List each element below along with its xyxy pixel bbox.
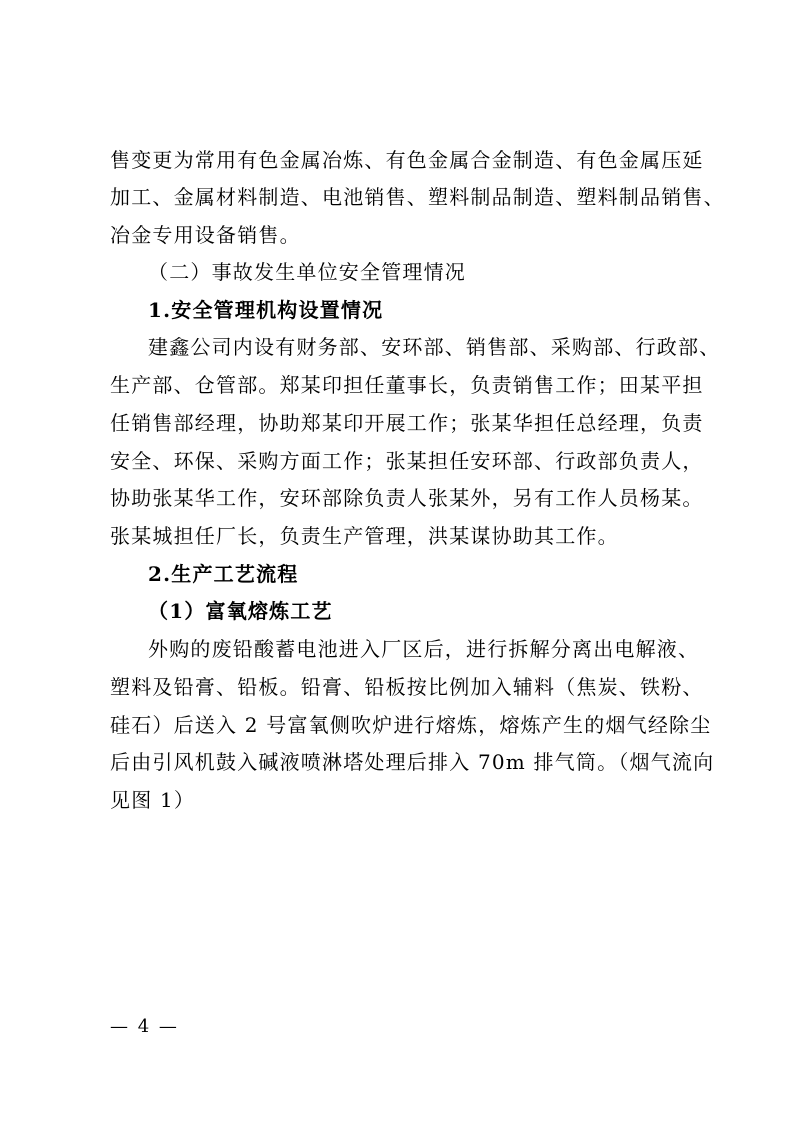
paragraph-line: 安全、环保、采购方面工作；张某担任安环部、行政部负责人， — [110, 449, 704, 473]
subsection-heading: 1.安全管理机构设置情况 — [148, 298, 384, 322]
paragraph-line: 硅石）后送入 2 号富氧侧吹炉进行熔炼，熔炼产生的烟气经除尘 — [110, 713, 712, 737]
paragraph-line: 张某城担任厂长，负责生产管理，洪某谋协助其工作。 — [110, 524, 619, 548]
paragraph-line: 见图 1） — [110, 788, 196, 812]
subsection-heading: 2.生产工艺流程 — [148, 562, 299, 586]
paragraph-line: 加工、金属材料制造、电池销售、塑料制品制造、塑料制品销售、 — [110, 185, 725, 209]
paragraph-line: 任销售部经理，协助郑某印开展工作；张某华担任总经理，负责 — [110, 411, 704, 435]
paragraph-line: 外购的废铅酸蓄电池进入厂区后，进行拆解分离出电解液、 — [148, 637, 700, 661]
subsection-heading: （1）富氧熔炼工艺 — [148, 599, 333, 623]
paragraph-line: 售变更为常用有色金属冶炼、有色金属合金制造、有色金属压延 — [110, 148, 704, 172]
paragraph-line: 塑料及铅膏、铅板。铅膏、铅板按比例加入辅料（焦炭、铁粉、 — [110, 675, 704, 699]
paragraph-line: 协助张某华工作，安环部除负责人张某外，另有工作人员杨某。 — [110, 486, 704, 510]
paragraph-line: 冶金专用设备销售。 — [110, 223, 301, 247]
paragraph-line: 生产部、仓管部。郑某印担任董事长，负责销售工作；田某平担 — [110, 373, 704, 397]
section-heading: （二）事故发生单位安全管理情况 — [148, 260, 466, 284]
paragraph-line: 建鑫公司内设有财务部、安环部、销售部、采购部、行政部、 — [148, 335, 721, 359]
page-number: — 4 — — [110, 1016, 179, 1037]
paragraph-line: 后由引风机鼓入碱液喷淋塔处理后排入 70m 排气筒。（烟气流向 — [110, 750, 715, 774]
